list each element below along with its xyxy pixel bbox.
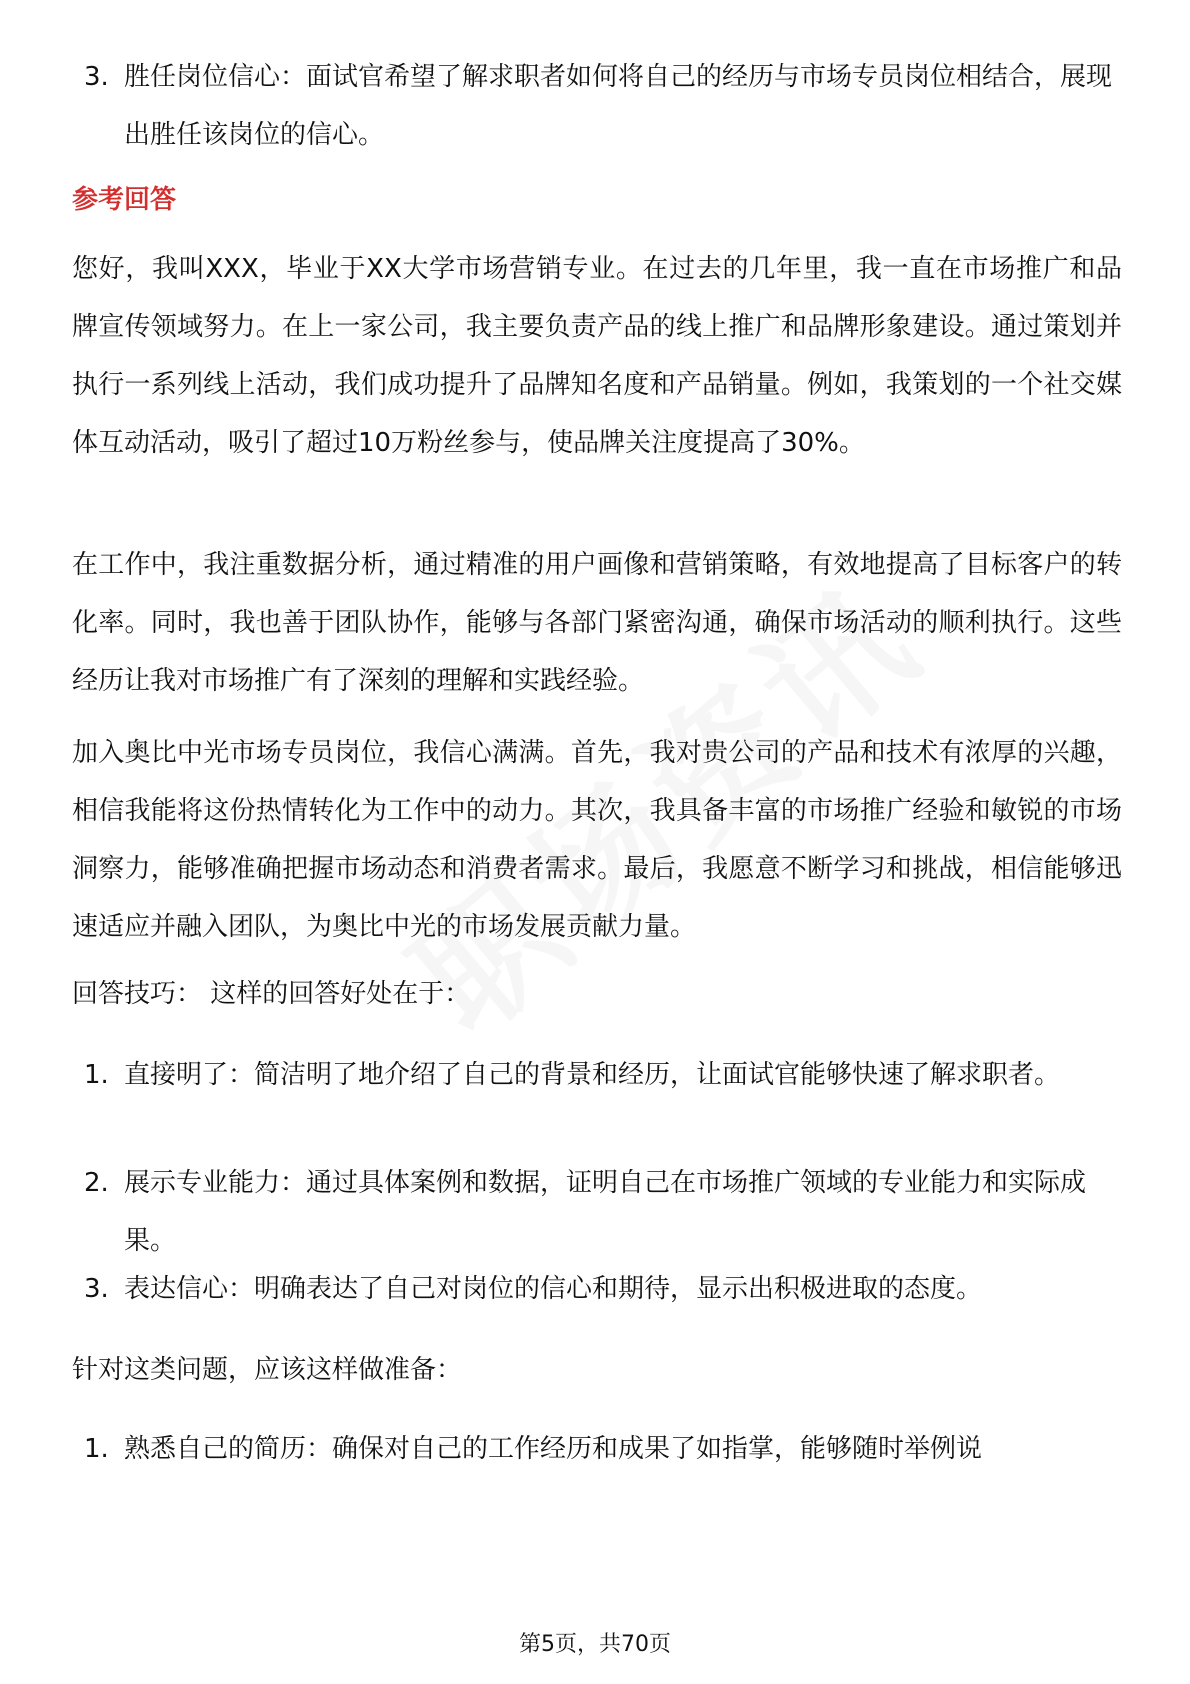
list-number: 3. [84,62,109,92]
paragraph-3: 加入奥比中光市场专员岗位，我信心满满。首先，我对贵公司的产品和技术有浓厚的兴趣，相信我能将这份热情转化为工作中的动力。其次，我具备丰富的市场推广经验和敏锐的市场洞察力，能够准确把握市场动态和消费者需求。最后，我愿意不断学习和挑战，相信能够迅速适应并融入团队，为奥比中光的市场发展贡献力量。 [72,738,1122,942]
section-heading: 参考回答 [72,185,177,215]
tips-intro: 回答技巧： 这样的回答好处在于： [72,979,471,1009]
list-number: 1. [84,1060,109,1090]
list-text: 表达信心：明确表达了自己对岗位的信心和期待，显示出积极进取的态度。 [124,1274,983,1304]
prep-intro: 针对这类问题，应该这样做准备： [72,1355,463,1385]
paragraph-1: 您好，我叫XXX，毕业于XX大学市场营销专业。在过去的几年里，我一直在市场推广和品牌宣传领域努力。在上一家公司，我主要负责产品的线上推广和品牌形象建设。通过策划并执行一系列线上活动，我们成功提升了品牌知名度和产品销量。例如，我策划的一个社交媒体互动活动，吸引了超过10万粉丝参与，使品牌关注度提高了30%。 [72,254,1122,458]
list-number: 3. [84,1274,109,1304]
list-text: 熟悉自己的简历：确保对自己的工作经历和成果了如指掌，能够随时举例说 [124,1434,983,1464]
page-footer: 第5页，共70页 [519,1632,671,1657]
list-number: 2. [84,1168,109,1198]
list-text: 展示专业能力：通过具体案例和数据，证明自己在市场推广领域的专业能力和实际成果。 [124,1168,1087,1256]
list-text: 胜任岗位信心：面试官希望了解求职者如何将自己的经历与市场专员岗位相结合，展现出胜任该岗位的信心。 [124,62,1113,150]
list-text: 直接明了：简洁明了地介绍了自己的背景和经历，让面试官能够快速了解求职者。 [124,1060,1061,1090]
list-number: 1. [84,1434,109,1464]
paragraph-2: 在工作中，我注重数据分析，通过精准的用户画像和营销策略，有效地提高了目标客户的转化率。同时，我也善于团队协作，能够与各部门紧密沟通，确保市场活动的顺利执行。这些经历让我对市场推广有了深刻的理解和实践经验。 [72,550,1122,696]
